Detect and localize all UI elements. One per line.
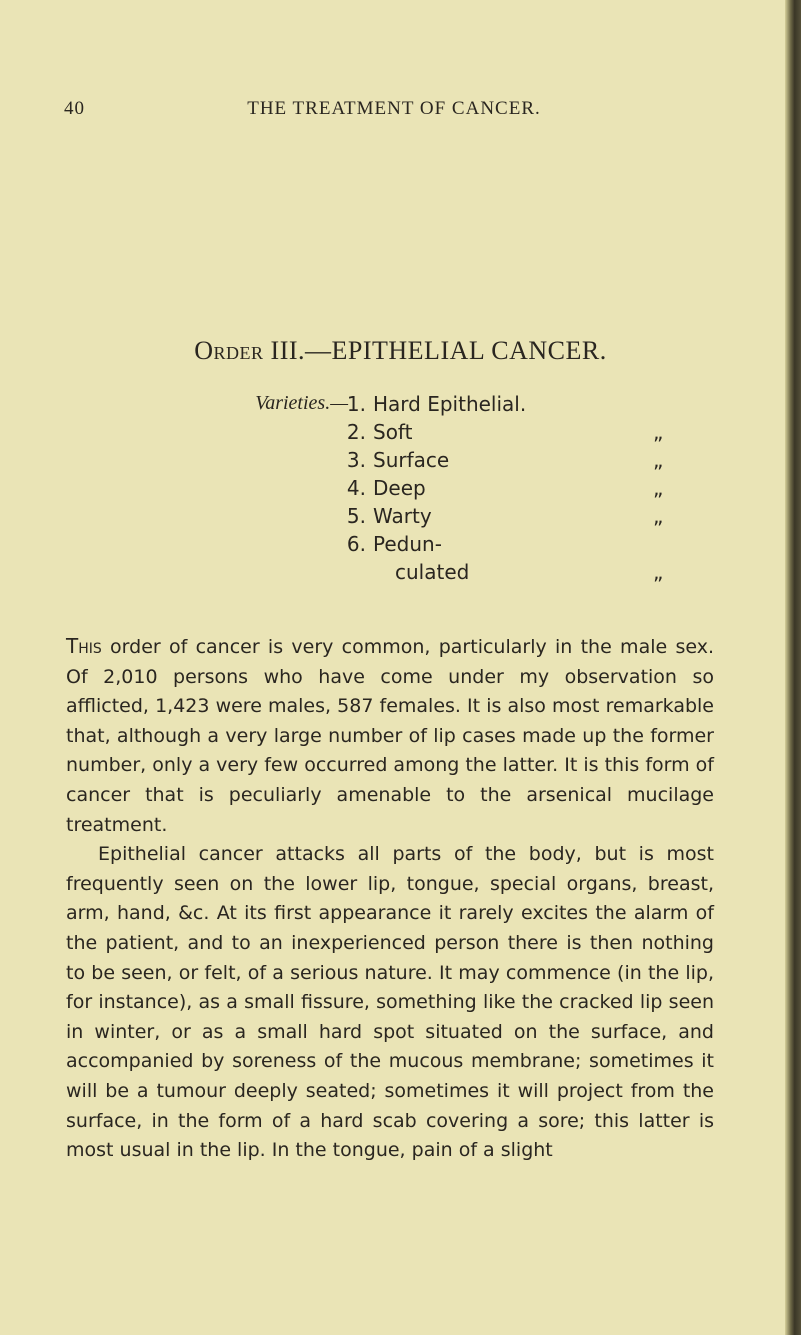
variety-number: 3. (346, 448, 366, 472)
paragraph-1-text: order of cancer is very common, particularly in the male sex. Of 2,010 persons who have come under my observation so afflicted, 1,423 were males, 587 females. It is also most remarkable that, although a very large number of lip cases made up the former number, only a very few occurred among the latter. It is this form of cancer that is peculiarly amenable to the arsenical mucilage treatment. (66, 636, 714, 836)
page-number: 40 (64, 98, 85, 119)
variety-name: Warty (373, 504, 432, 528)
heading-order: Order III. (194, 336, 306, 365)
variety-ditto: „ (653, 476, 664, 500)
varieties-label: Varieties.— (255, 392, 348, 414)
variety-name: culated (395, 560, 470, 584)
running-title: THE TREATMENT OF CANCER. (247, 98, 541, 119)
variety-ditto: „ (653, 560, 664, 584)
variety-item (0, 392, 801, 418)
variety-ditto: „ (653, 448, 664, 472)
variety-number: 2. (346, 420, 366, 444)
variety-item (0, 532, 801, 558)
body-text (66, 632, 714, 1166)
variety-item (0, 560, 801, 586)
variety-ditto: „ (653, 504, 664, 528)
variety-number: 5. (346, 504, 366, 528)
variety-ditto: „ (653, 420, 664, 444)
variety-name: Pedun- (373, 532, 442, 556)
variety-name: Deep (373, 476, 426, 500)
paragraph-1 (66, 632, 714, 840)
running-header (64, 98, 724, 128)
chapter-heading (0, 336, 801, 366)
variety-name: Soft (373, 420, 413, 444)
variety-item (0, 448, 801, 474)
variety-name: Hard Epithelial. (373, 392, 527, 416)
variety-item (0, 504, 801, 530)
paragraph-2: Epithelial cancer attacks all parts of the body, but is most frequently seen on the lower lip, tongue, special organs, breast, arm, hand, &c. At its first appearance it rarely excites the alarm of the patient, and to an inexperienced person there is then nothing to be seen, or felt, of a serious nature. It may commence (in the lip, for instance), as a small fissure, something like the cracked lip seen in winter, or as a small hard spot situated on the surface, and accompanied by soreness of the mucous membrane; sometimes it will be a tumour deeply seated; sometimes it will project from the surface, in the form of a hard scab covering a sore; this latter is most usual in the lip. In the tongue, pain of a slight (66, 843, 714, 1162)
variety-name: Surface (373, 448, 450, 472)
heading-title: —EPITHELIAL CANCER. (305, 336, 607, 365)
variety-item (0, 420, 801, 446)
variety-number: 1. (346, 392, 366, 416)
variety-item (0, 476, 801, 502)
variety-number: 6. (346, 532, 366, 556)
variety-number: 4. (346, 476, 366, 500)
lead-word: This (66, 634, 102, 658)
page-edge-shadow (785, 0, 801, 1335)
